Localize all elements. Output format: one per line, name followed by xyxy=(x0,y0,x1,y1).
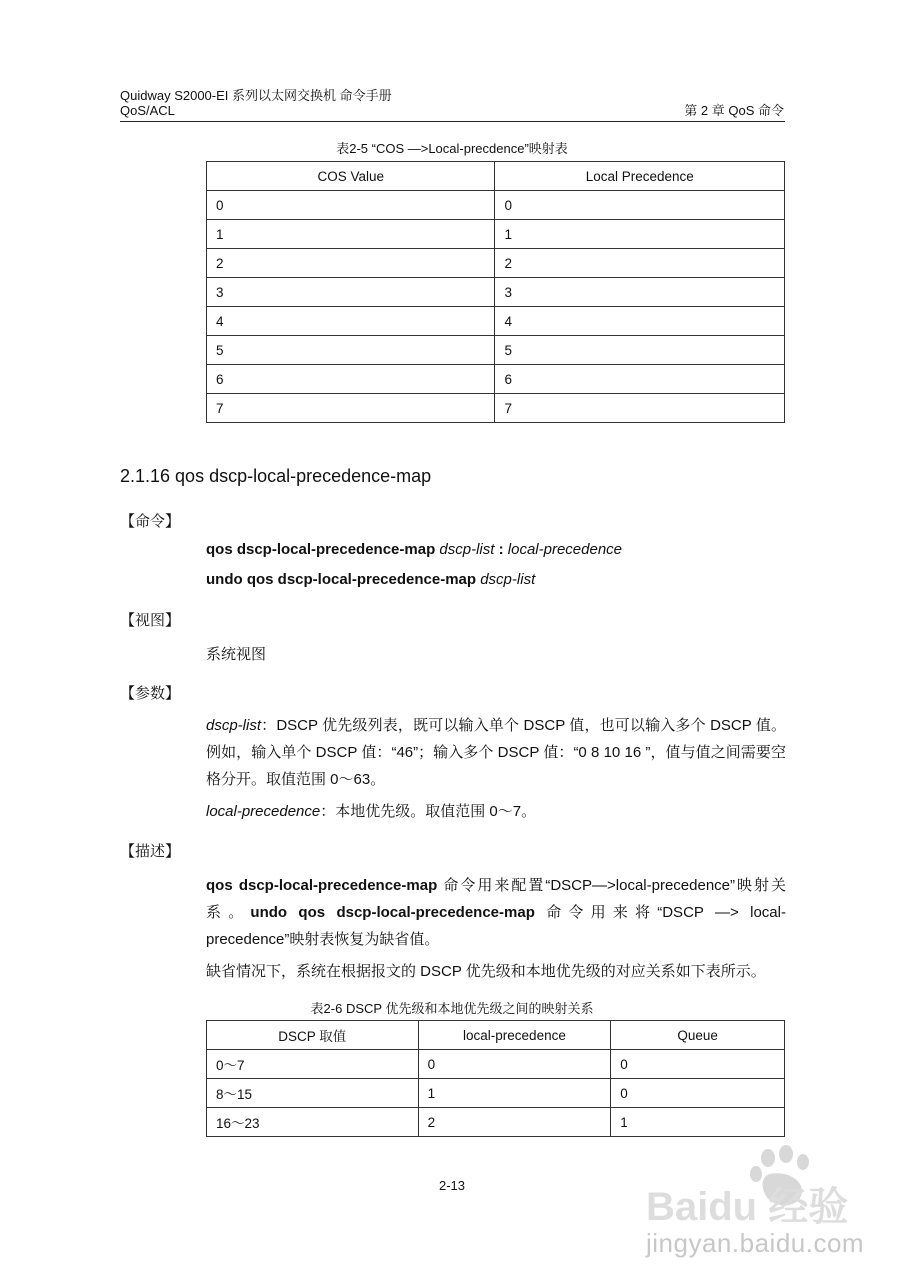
table-header-row xyxy=(207,162,785,191)
undo-command-syntax-line xyxy=(206,571,786,588)
table-cell: 1 xyxy=(207,220,495,249)
table-cell: 6 xyxy=(207,365,495,394)
table-cell: 0 xyxy=(611,1050,785,1079)
table-header-cell: local-precedence xyxy=(418,1021,611,1050)
table-cell: 2 xyxy=(495,249,785,278)
table-cell: 0～7 xyxy=(207,1050,419,1079)
table-cell: 7 xyxy=(207,394,495,423)
header-doc-title: Quidway S2000-EI 系列以太网交换机 命令手册 xyxy=(120,88,392,103)
table-header-cell: Queue xyxy=(611,1021,785,1050)
table-row xyxy=(207,365,785,394)
table-row xyxy=(207,249,785,278)
table-row xyxy=(207,220,785,249)
watermark-logo-text: Baidu 经验 xyxy=(646,1185,849,1229)
header-bar xyxy=(120,103,784,119)
view-text: 系统视图 xyxy=(206,646,267,663)
description-text: 命令用来将“DSCP —> local-precedence”映射表恢复为缺省值。 xyxy=(206,904,786,948)
command-separator: : xyxy=(494,541,508,558)
table-cell: 3 xyxy=(495,278,785,307)
table-cell: 0 xyxy=(418,1050,611,1079)
table-cell: 8～15 xyxy=(207,1079,419,1108)
command-arg: dscp-list xyxy=(480,571,536,588)
table-cell: 7 xyxy=(495,394,785,423)
table-row xyxy=(207,278,785,307)
description-text: 命令用来配置“DSCP—>local-precedence”映射关系。 xyxy=(206,877,786,921)
table-header-cell: COS Value xyxy=(207,162,495,191)
table-row xyxy=(207,191,785,220)
table-dscp-local-precedence xyxy=(206,1020,785,1137)
table-cos-local-precedence xyxy=(206,161,785,423)
table-row xyxy=(207,394,785,423)
description-paragraph xyxy=(206,872,786,953)
default-mapping-note: 缺省情况下，系统在根据报文的 DSCP 优先级和本地优先级的对应关系如下表所示。 xyxy=(206,963,766,980)
command-keyword: qos dscp-local-precedence-map xyxy=(206,541,440,558)
table-cell: 2 xyxy=(207,249,495,278)
table-row xyxy=(207,1050,785,1079)
table-row xyxy=(207,336,785,365)
section-title: 2.1.16 qos dscp-local-precedence-map xyxy=(120,466,432,486)
table1-caption: 表2-5 “COS —>Local-precdence”映射表 xyxy=(336,141,568,156)
header-chapter-right: 第 2 章 QoS 命令 xyxy=(684,103,784,118)
table-cell: 16～23 xyxy=(207,1108,419,1137)
table-header-row xyxy=(207,1021,785,1050)
command-arg: dscp-list xyxy=(439,541,495,558)
description-command: undo qos dscp-local-precedence-map xyxy=(250,904,535,921)
table-cell: 4 xyxy=(495,307,785,336)
table-cell: 5 xyxy=(207,336,495,365)
command-syntax-line xyxy=(206,541,786,558)
label-view: 【视图】 xyxy=(120,612,181,629)
watermark-url: jingyan.baidu.com xyxy=(646,1228,865,1258)
table-cell: 6 xyxy=(495,365,785,394)
table-header-cell: DSCP 取值 xyxy=(207,1021,419,1050)
param-description: ：本地优先级。取值范围 0～7。 xyxy=(320,803,537,820)
table-cell: 2 xyxy=(418,1108,611,1137)
table-row xyxy=(207,1079,785,1108)
label-params: 【参数】 xyxy=(120,685,181,702)
param-description: ：DSCP 优先级列表，既可以输入单个 DSCP 值，也可以输入多个 DSCP 值。例如，输入单个 DSCP 值：“46”；输入多个 DSCP 值：“0 8 10 16 ”，值与值之间需要空格分开。取值范围 0～63。 xyxy=(206,717,786,788)
table-cell: 0 xyxy=(611,1079,785,1108)
table-cell: 3 xyxy=(207,278,495,307)
table-cell: 0 xyxy=(495,191,785,220)
table-cell: 1 xyxy=(495,220,785,249)
table-cell: 1 xyxy=(611,1108,785,1137)
param-name: local-precedence xyxy=(206,803,321,820)
label-description: 【描述】 xyxy=(120,843,181,860)
header-divider xyxy=(120,121,785,122)
param-dscp-list xyxy=(206,712,786,793)
command-arg: local-precedence xyxy=(507,541,623,558)
table-row xyxy=(207,1108,785,1137)
table-cell: 4 xyxy=(207,307,495,336)
description-command: qos dscp-local-precedence-map xyxy=(206,877,438,894)
table-header-cell: Local Precedence xyxy=(495,162,785,191)
table-cell: 1 xyxy=(418,1079,611,1108)
table-row xyxy=(207,307,785,336)
param-local-precedence xyxy=(206,800,786,821)
command-keyword: undo qos dscp-local-precedence-map xyxy=(206,571,481,588)
table2-caption: 表2-6 DSCP 优先级和本地优先级之间的映射关系 xyxy=(310,1001,594,1016)
page-number: 2-13 xyxy=(438,1178,466,1193)
table-cell: 0 xyxy=(207,191,495,220)
param-name: dscp-list xyxy=(206,717,262,734)
label-command: 【命令】 xyxy=(120,513,181,530)
table-cell: 5 xyxy=(495,336,785,365)
header-section-left: QoS/ACL xyxy=(120,103,175,118)
